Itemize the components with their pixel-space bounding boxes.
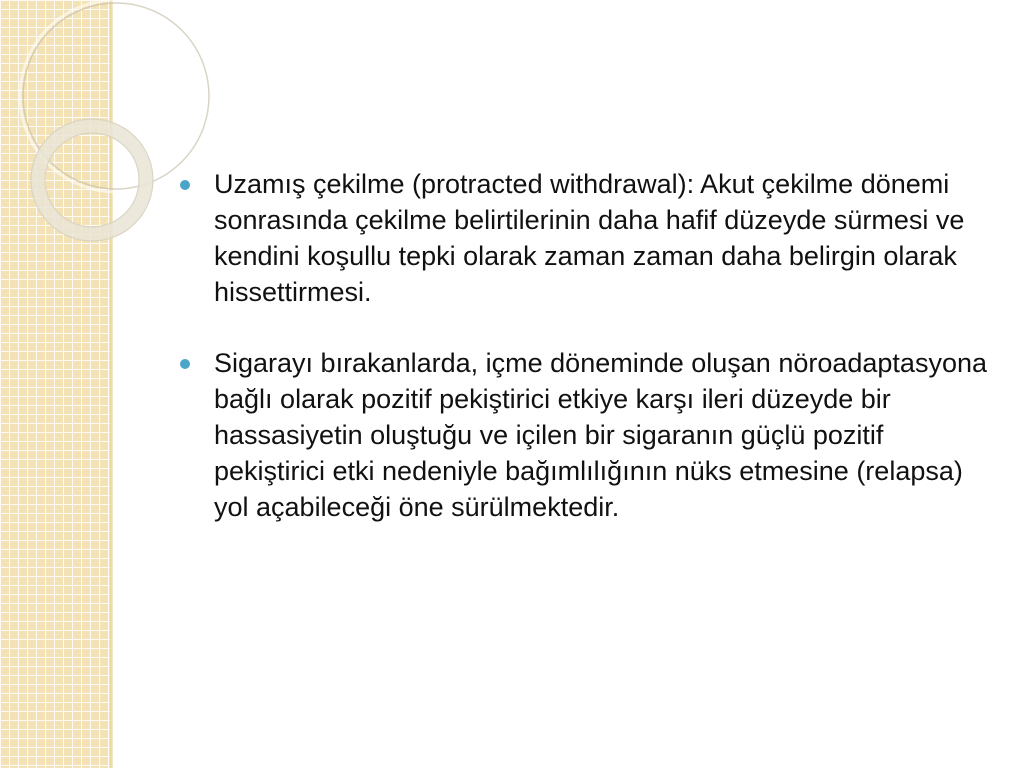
bullet-item-relapse [176, 345, 996, 525]
slide-content [176, 166, 996, 560]
bullet-text: Sigarayı bırakanlarda, içme döneminde oluşan nöroadaptasyona bağlı olarak pozitif pekiştirici etkiye karşı ileri düzeyde bir hassasiyetin oluştuğu ve içilen bir sigaranın güçlü pozitif pekiştirici etki nedeniyle bağımlılığının nüks etmesine (relapsa) yol açabileceği öne sürülmektedir. [214, 348, 987, 522]
bullet-dot-icon [180, 180, 190, 190]
bullet-text: Uzamış çekilme (protracted withdrawal): Akut çekilme dönemi sonrasında çekilme belirtilerinin daha hafif düzeyde sürmesi ve kendini koşullu tepki olarak zaman zaman daha belirgin olarak hissettirmesi. [214, 169, 965, 307]
thin-ring-outer [20, 0, 212, 192]
decorative-rings [0, 0, 140, 260]
thick-ring [38, 126, 146, 234]
bullet-dot-icon [180, 359, 190, 369]
thick-ring-outline-inner [45, 133, 139, 227]
bullet-item-protracted-withdrawal [176, 166, 996, 310]
thin-ring-inner [23, 3, 209, 189]
